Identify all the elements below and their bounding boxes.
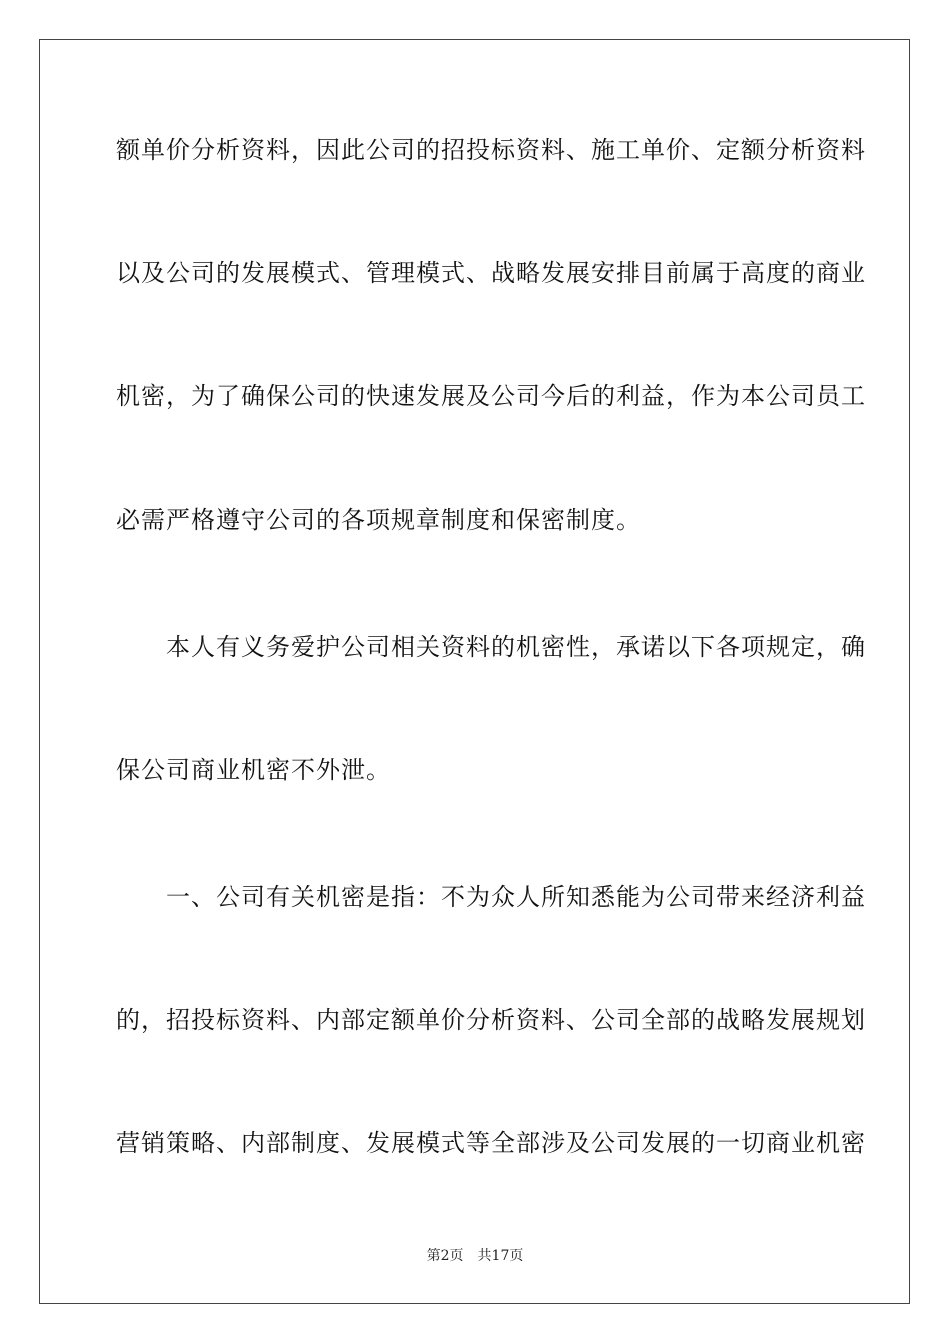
- body-text-line: 的，招投标资料、内部定额单价分析资料、公司全部的战略发展规划: [116, 1006, 866, 1034]
- body-text-line: 机密，为了确保公司的快速发展及公司今后的利益，作为本公司员工: [116, 382, 866, 410]
- page-total: 共17页: [477, 1248, 524, 1264]
- page-number: 第2页: [426, 1248, 464, 1264]
- body-text-line: 营销策略、内部制度、发展模式等全部涉及公司发展的一切商业机密: [116, 1129, 866, 1157]
- body-text-line: 本人有义务爱护公司相关资料的机密性，承诺以下各项规定，确: [116, 633, 866, 661]
- body-text-line: 保公司商业机密不外泄。: [116, 756, 391, 784]
- page-footer: [0, 1247, 950, 1265]
- body-text-line: 以及公司的发展模式、管理模式、战略发展安排目前属于高度的商业: [116, 259, 866, 287]
- body-text-line: 必需严格遵守公司的各项规章制度和保密制度。: [116, 506, 641, 534]
- body-text-line: 额单价分析资料，因此公司的招投标资料、施工单价、定额分析资料: [116, 136, 866, 164]
- page-border: [39, 39, 910, 1304]
- body-text-line: 一、公司有关机密是指：不为众人所知悉能为公司带来经济利益: [116, 883, 866, 911]
